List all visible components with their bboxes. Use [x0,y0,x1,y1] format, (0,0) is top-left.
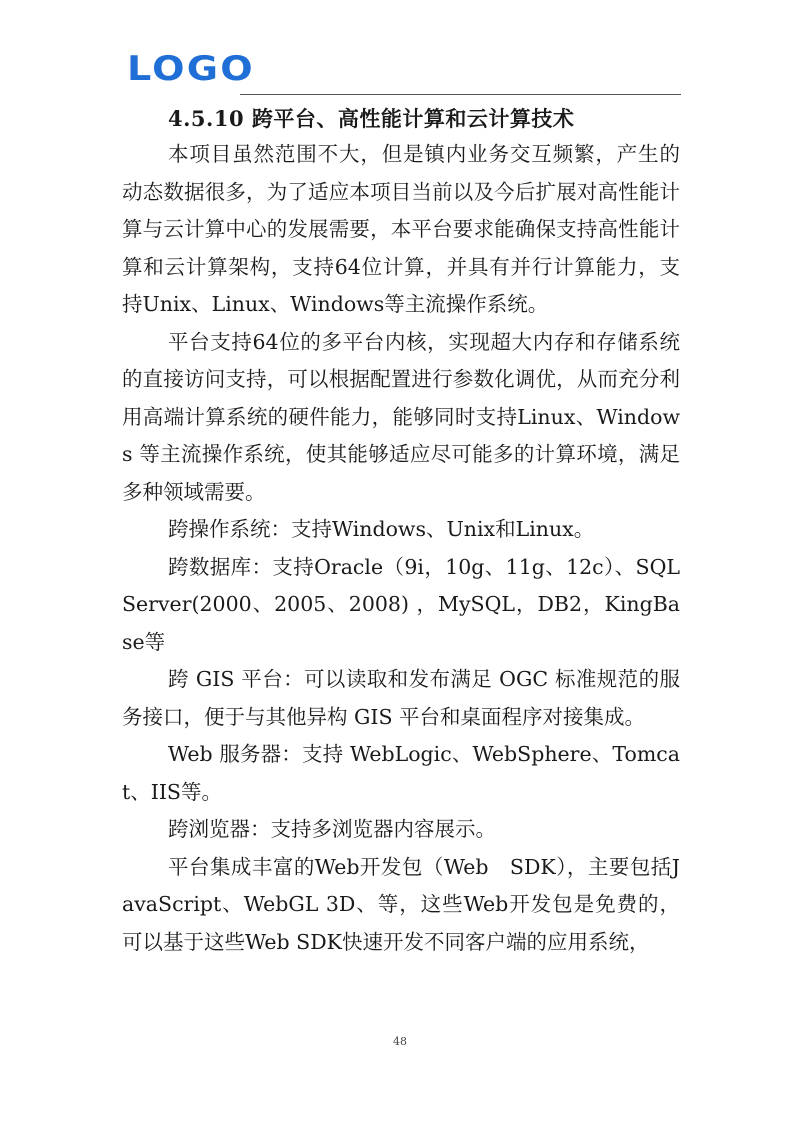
paragraph-cross-database: 跨数据库：支持Oracle（9i，10g、11g、12c）、SQL Server(2000、2005、2008) ，MySQL，DB2，KingBase等 [122,554,680,654]
section-heading: 4.5.10 跨平台、高性能计算和云计算技术 [168,106,575,131]
paragraph-web-server: Web 服务器：支持 WebLogic、WebSphere、Tomcat、IIS等。 [122,742,680,804]
paragraph-intro: 本项目虽然范围不大，但是镇内业务交互频繁，产生的动态数据很多，为了适应本项目当前以及今后扩展对高性能计算与云计算中心的发展需要，本平台要求能确保支持高性能计算和云计算架构，支持64位计算，并具有并行计算能力，支持Unix、Linux、Windows等主流操作系统。 [122,142,680,316]
document-body [122,102,680,961]
paragraph-cross-os: 跨操作系统：支持Windows、Unix和Linux。 [168,517,595,541]
page-number: 48 [393,1035,407,1048]
paragraph-cross-gis: 跨 GIS 平台：可以读取和发布满足 OGC 标准规范的服务接口，便于与其他异构 GIS 平台和桌面程序对接集成。 [122,667,680,729]
paragraph-cross-browser: 跨浏览器：支持多浏览器内容展示。 [168,817,496,841]
paragraph-kernel: 平台支持64位的多平台内核，实现超大内存和存储系统的直接访问支持，可以根据配置进行参数化调优，从而充分利用高端计算系统的硬件能力，能够同时支持Linux、Windows 等主流操作系统，使其能够适应尽可能多的计算环境，满足多种领域需要。 [122,329,680,504]
header-rule [240,94,681,95]
logo: LOGO [127,49,255,89]
paragraph-web-sdk: 平台集成丰富的Web开发包（Web SDK），主要包括JavaScript、WebGL 3D、等，这些Web开发包是免费的，可以基于这些Web SDK快速开发不同客户端的应用系统， [122,854,680,954]
